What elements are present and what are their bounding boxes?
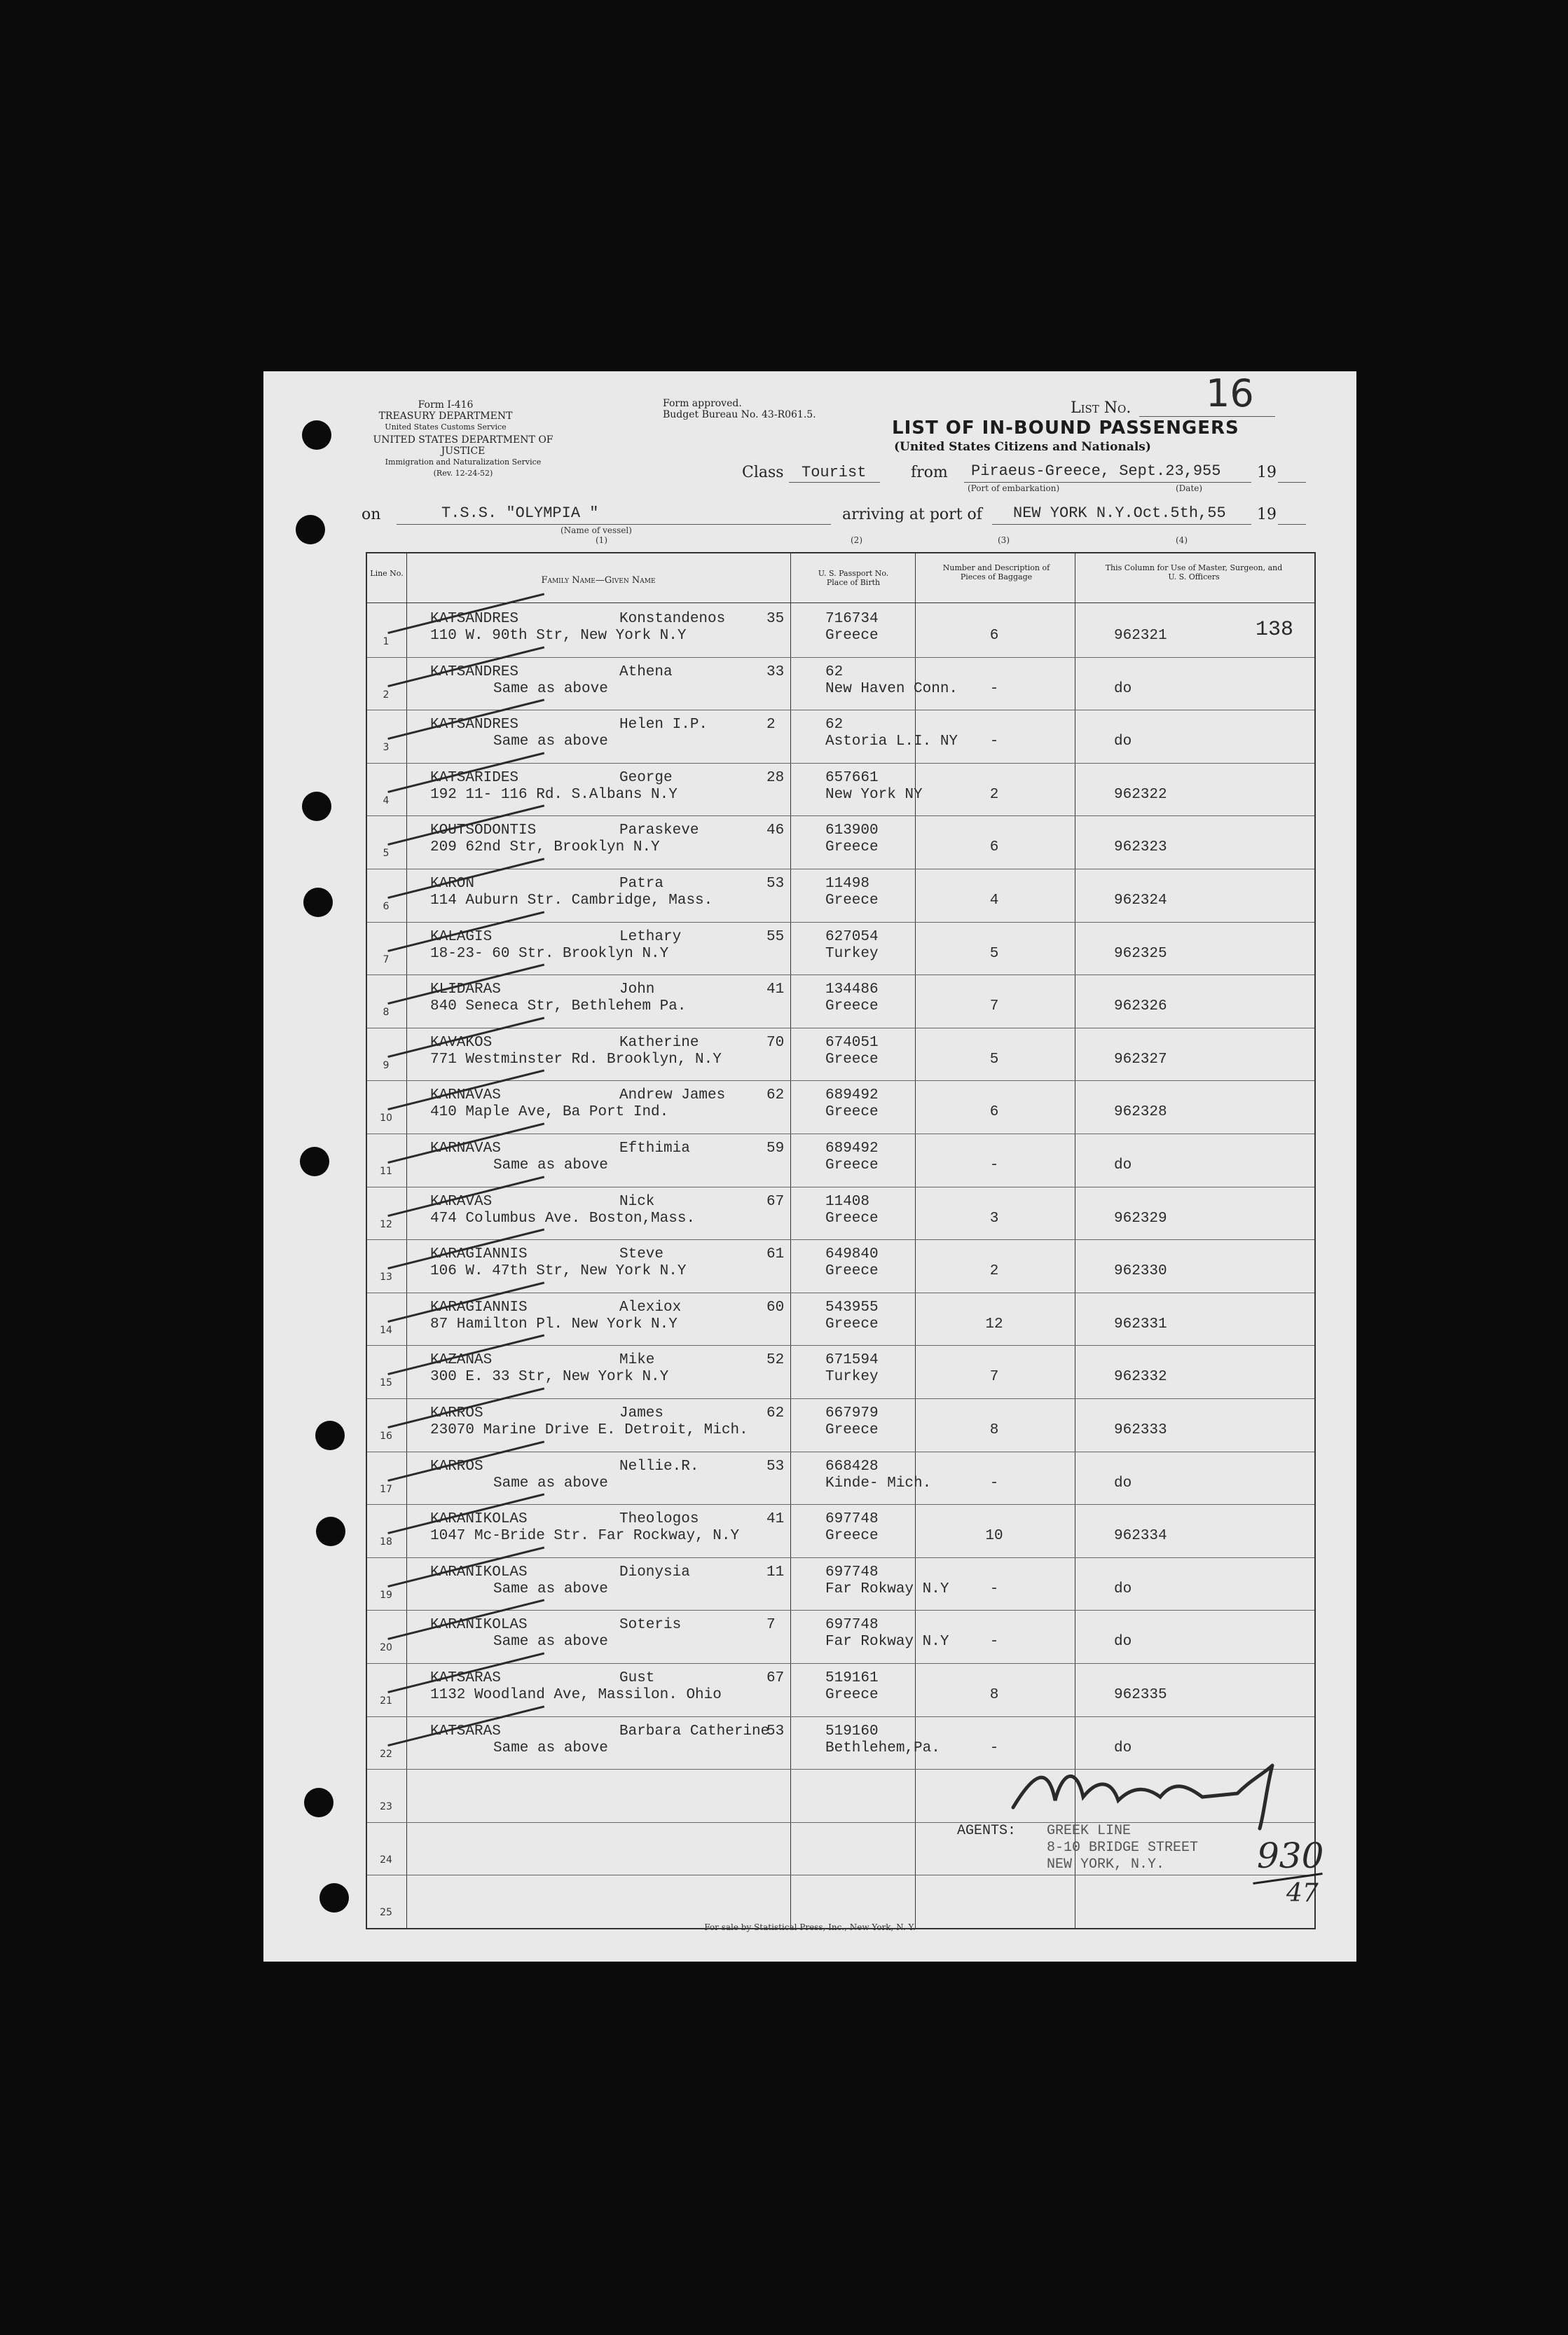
col-baggage: Number and Description of Pieces of Baggage: [942, 563, 1050, 581]
year-label-1: 19: [1257, 464, 1277, 481]
cell-family: KARNAVAS: [430, 1141, 501, 1157]
cell-addr: Same as above: [493, 1740, 608, 1756]
cell-birth: Far Rokway N.Y: [825, 1580, 949, 1597]
cell-given: James: [619, 1405, 664, 1421]
cell-birth: Greece: [825, 1528, 879, 1545]
handwritten-number: 930: [1257, 1835, 1324, 1876]
cell-age: 52: [766, 1352, 785, 1369]
cell-passport: 613900: [825, 822, 879, 839]
cell-age: 55: [766, 928, 785, 945]
cell-given: Andrew James: [619, 1087, 726, 1104]
line-number: 15: [380, 1377, 392, 1389]
list-no-label: List No.: [1071, 399, 1132, 417]
cell-given: Mike: [619, 1352, 655, 1369]
binder-hole: [302, 420, 331, 450]
customs-service: United States Customs Service: [385, 422, 507, 432]
justice-block: [365, 434, 561, 479]
cell-baggage: 3: [989, 1210, 999, 1227]
cell-family: KARANIKOLAS: [430, 1617, 528, 1634]
line-number: 9: [383, 1059, 390, 1071]
cell-addr: 1132 Woodland Ave, Massilon. Ohio: [430, 1687, 722, 1703]
col-name: Family Name—Given Name: [541, 575, 656, 586]
line-number: 18: [380, 1536, 392, 1548]
cell-officer: 962335: [1114, 1687, 1167, 1703]
cell-addr: 410 Maple Ave, Ba Port Ind.: [430, 1104, 669, 1121]
cell-age: 33: [766, 663, 785, 680]
cell-given: Helen I.P.: [619, 717, 708, 733]
caption-1: (1): [596, 535, 607, 545]
cell-given: Steve: [619, 1246, 664, 1263]
cell-addr: Same as above: [493, 1157, 608, 1173]
cell-given: Efthimia: [619, 1141, 690, 1157]
cell-given: Alexiox: [619, 1299, 682, 1316]
cell-baggage: 2: [989, 1263, 999, 1280]
cell-age: 41: [766, 981, 785, 998]
approval-block: [663, 398, 816, 420]
cell-family: KATSARAS: [430, 1670, 501, 1686]
line-number: 10: [380, 1113, 392, 1124]
cell-age: 11: [766, 1564, 785, 1580]
line-number: 25: [380, 1907, 392, 1919]
cell-given: Lethary: [619, 928, 682, 945]
cell-officer: 962331: [1114, 1316, 1167, 1332]
cell-given: Gust: [619, 1670, 655, 1686]
cell-addr: 192 11- 116 Rd. S.Albans N.Y: [430, 786, 678, 803]
cell-officer: do: [1114, 1580, 1132, 1597]
cell-age: 2: [766, 717, 776, 733]
cell-family: KARAGIANNIS: [430, 1246, 528, 1263]
line-number: 11: [380, 1166, 392, 1177]
cell-baggage: 5: [989, 1051, 999, 1068]
cell-officer: do: [1114, 1475, 1132, 1492]
cell-birth: Astoria L.I. NY: [825, 733, 958, 750]
vessel-name: T.S.S. "OLYMPIA ": [441, 504, 599, 522]
line-number: 24: [380, 1854, 392, 1866]
cell-birth: Kinde- Mich.: [825, 1475, 932, 1492]
cell-baggage: -: [989, 1740, 999, 1756]
cell-family: KARAVAS: [430, 1193, 493, 1210]
ins-service: Immigration and Naturalization Service: [385, 457, 542, 467]
cell-age: 62: [766, 1405, 785, 1421]
cell-passport: 689492: [825, 1141, 879, 1157]
cell-officer: 962327: [1114, 1051, 1167, 1068]
cell-officer: 962321: [1114, 628, 1167, 644]
cell-given: John: [619, 981, 655, 998]
agents-line-2: 8-10 BRIDGE STREET: [1047, 1840, 1199, 1856]
cell-family: KATSARIDES: [430, 769, 519, 786]
cell-baggage: -: [989, 733, 999, 750]
binder-hole: [302, 792, 331, 821]
cell-addr: 23070 Marine Drive E. Detroit, Mich.: [430, 1422, 748, 1438]
cell-family: KARROS: [430, 1405, 483, 1421]
cell-family: KATSANDRES: [430, 611, 519, 627]
cell-passport: 674051: [825, 1034, 879, 1051]
line-number: 4: [383, 794, 390, 806]
cell-officer: 962324: [1114, 893, 1167, 909]
year-label-2: 19: [1257, 506, 1277, 523]
cell-passport: 11498: [825, 876, 870, 892]
cell-officer: 962326: [1114, 998, 1167, 1015]
cell-baggage: 2: [989, 786, 999, 803]
date-caption: (Date): [1176, 483, 1203, 493]
cell-family: KATSARAS: [430, 1723, 501, 1740]
cell-officer: do: [1114, 733, 1132, 750]
binder-hole: [304, 1788, 333, 1817]
arrival-value: NEW YORK N.Y.Oct.5th,55: [1013, 504, 1226, 522]
cell-given: Nick: [619, 1193, 655, 1210]
cell-baggage: 10: [985, 1528, 1003, 1545]
cell-passport: 697748: [825, 1511, 879, 1528]
officer-signature: [1006, 1758, 1300, 1835]
cell-officer: do: [1114, 1634, 1132, 1651]
cell-birth: Greece: [825, 1422, 879, 1438]
on-label: on: [362, 506, 381, 523]
manifest-page: [263, 371, 1356, 1962]
cell-officer: 962330: [1114, 1263, 1167, 1280]
revision: (Rev. 12-24-52): [433, 469, 493, 478]
cell-given: Patra: [619, 876, 664, 892]
cell-passport: 649840: [825, 1246, 879, 1263]
cell-baggage: 8: [989, 1687, 999, 1703]
line-number: 14: [380, 1324, 392, 1336]
cell-passport: 689492: [825, 1087, 879, 1104]
cell-age: 28: [766, 769, 785, 786]
cell-officer: 962323: [1114, 839, 1167, 856]
cell-baggage: 7: [989, 1369, 999, 1386]
cell-addr: Same as above: [493, 1475, 608, 1492]
cell-birth: New York NY: [825, 786, 923, 803]
cell-given: Nellie.R.: [619, 1458, 699, 1475]
cell-birth: Turkey: [825, 1369, 879, 1386]
cell-passport: 62: [825, 717, 844, 733]
cell-birth: Greece: [825, 1316, 879, 1332]
col-passport: U. S. Passport No. Place of Birth: [818, 569, 889, 587]
cell-family: KARON: [430, 876, 475, 892]
cell-family: KAZANAS: [430, 1352, 493, 1369]
cell-given: George: [619, 769, 673, 786]
cell-passport: 11408: [825, 1193, 870, 1210]
cell-birth: Far Rokway N.Y: [825, 1634, 949, 1651]
cell-officer: do: [1114, 680, 1132, 697]
cell-officer: do: [1114, 1740, 1132, 1756]
cell-addr: 106 W. 47th Str, New York N.Y: [430, 1263, 687, 1280]
cell-passport: 134486: [825, 981, 879, 998]
list-number: 16: [1206, 371, 1254, 415]
line-number: 1: [383, 636, 390, 647]
cell-addr: 110 W. 90th Str, New York N.Y: [430, 628, 687, 644]
cell-age: 67: [766, 1193, 785, 1210]
line-number: 12: [380, 1218, 392, 1230]
cell-family: KALAGIS: [430, 928, 493, 945]
cell-family: KATSANDRES: [430, 717, 519, 733]
agents-line-1: GREEK LINE: [1047, 1823, 1132, 1839]
agents-line-3: NEW YORK, N.Y.: [1047, 1857, 1165, 1873]
cell-given: Dionysia: [619, 1564, 690, 1580]
cell-age: 7: [766, 1617, 776, 1634]
cell-given: Paraskeve: [619, 822, 699, 839]
cell-officer: 962329: [1114, 1210, 1167, 1227]
cell-passport: 62: [825, 663, 844, 680]
cell-addr: 840 Seneca Str, Bethlehem Pa.: [430, 998, 687, 1015]
line-number: 16: [380, 1431, 392, 1442]
binder-hole: [319, 1883, 349, 1913]
binder-hole: [316, 1517, 345, 1546]
cell-given: Theologos: [619, 1511, 699, 1528]
cell-addr: 114 Auburn Str. Cambridge, Mass.: [430, 893, 713, 909]
line-number: 23: [380, 1801, 392, 1813]
cell-baggage: 7: [989, 998, 999, 1015]
cell-passport: 716734: [825, 611, 879, 627]
page-mark: 138: [1256, 618, 1294, 642]
cell-addr: Same as above: [493, 680, 608, 697]
col-line-no: Line No.: [370, 569, 404, 578]
budget-bureau: Budget Bureau No. 43-R061.5.: [663, 409, 816, 420]
cell-baggage: 6: [989, 1104, 999, 1121]
cell-passport: 668428: [825, 1458, 879, 1475]
cell-addr: 18-23- 60 Str. Brooklyn N.Y: [430, 945, 669, 962]
binder-hole: [303, 888, 333, 917]
line-number: 3: [383, 742, 390, 754]
cell-age: 41: [766, 1511, 785, 1528]
cell-addr: 300 E. 33 Str, New York N.Y: [430, 1369, 669, 1386]
treasury-dept: TREASURY DEPARTMENT: [378, 411, 513, 422]
cell-birth: Greece: [825, 628, 879, 644]
cell-birth: Bethlehem,Pa.: [825, 1740, 940, 1756]
cell-baggage: -: [989, 1634, 999, 1651]
cell-family: KLIDARAS: [430, 981, 501, 998]
cell-birth: Greece: [825, 839, 879, 856]
cell-addr: Same as above: [493, 1580, 608, 1597]
cell-family: KARANIKOLAS: [430, 1511, 528, 1528]
cell-addr: Same as above: [493, 733, 608, 750]
vessel-caption: (Name of vessel): [561, 525, 632, 535]
cell-family: KOUTSODONTIS: [430, 822, 537, 839]
cell-addr: 209 62nd Str, Brooklyn N.Y: [430, 839, 660, 856]
handwritten-denominator: 47: [1286, 1879, 1319, 1908]
cell-baggage: 4: [989, 893, 999, 909]
line-number: 8: [383, 1007, 390, 1019]
cell-baggage: -: [989, 1580, 999, 1597]
cell-age: 53: [766, 1723, 785, 1740]
page-title: LIST OF IN-BOUND PASSENGERS: [892, 418, 1239, 439]
from-label: from: [911, 464, 948, 481]
cell-birth: Greece: [825, 1210, 879, 1227]
cell-family: KARAGIANNIS: [430, 1299, 528, 1316]
cell-addr: 1047 Mc-Bride Str. Far Rockway, N.Y: [430, 1528, 740, 1545]
line-number: 19: [380, 1589, 392, 1601]
passenger-table: [366, 552, 1316, 1929]
cell-addr: 474 Columbus Ave. Boston,Mass.: [430, 1210, 696, 1227]
cell-birth: New Haven Conn.: [825, 680, 958, 697]
cell-passport: 697748: [825, 1564, 879, 1580]
line-number: 13: [380, 1272, 392, 1283]
cell-family: KARNAVAS: [430, 1087, 501, 1104]
cell-given: Athena: [619, 663, 673, 680]
printer-footer: For sale by Statistical Press, Inc., New York, N. Y.: [704, 1922, 916, 1932]
cell-birth: Greece: [825, 1104, 879, 1121]
cell-birth: Greece: [825, 1263, 879, 1280]
caption-4: (4): [1176, 535, 1188, 545]
binder-hole: [300, 1147, 329, 1176]
cell-passport: 519160: [825, 1723, 879, 1740]
cell-family: KARANIKOLAS: [430, 1564, 528, 1580]
cell-family: KARROS: [430, 1458, 483, 1475]
cell-given: Konstandenos: [619, 611, 726, 627]
cell-officer: 962334: [1114, 1528, 1167, 1545]
line-number: 5: [383, 848, 390, 860]
line-number: 17: [380, 1483, 392, 1495]
cell-addr: 771 Westminster Rd. Brooklyn, N.Y: [430, 1051, 722, 1068]
cell-passport: 627054: [825, 928, 879, 945]
cell-age: 35: [766, 611, 785, 627]
cell-birth: Greece: [825, 998, 879, 1015]
line-number: 7: [383, 953, 390, 965]
caption-2: (2): [851, 535, 862, 545]
cell-age: 53: [766, 1458, 785, 1475]
cell-passport: 657661: [825, 769, 879, 786]
form-approved: Form approved.: [663, 398, 742, 409]
binder-hole: [315, 1421, 345, 1450]
cell-officer: 962333: [1114, 1422, 1167, 1438]
cell-family: KAVAKOS: [430, 1034, 493, 1051]
form-number: Form I-416: [418, 399, 474, 411]
cell-addr: Same as above: [493, 1634, 608, 1651]
line-number: 22: [380, 1748, 392, 1760]
class-label: Class: [742, 464, 784, 481]
cell-age: 61: [766, 1246, 785, 1263]
cell-given: Soteris: [619, 1617, 682, 1634]
cell-given: Barbara Catherine: [619, 1723, 770, 1740]
cell-baggage: 5: [989, 945, 999, 962]
form-agency-block: [362, 399, 530, 433]
cell-age: 46: [766, 822, 785, 839]
cell-given: Katherine: [619, 1034, 699, 1051]
col-officers: This Column for Use of Master, Surgeon, and U. S. Officers: [1105, 563, 1283, 581]
cell-age: 70: [766, 1034, 785, 1051]
cell-baggage: 8: [989, 1422, 999, 1438]
cell-officer: 962322: [1114, 786, 1167, 803]
port-embarkation-caption: (Port of embarkation): [968, 483, 1060, 493]
line-number: 6: [383, 901, 390, 912]
cell-addr: 87 Hamilton Pl. New York N.Y: [430, 1316, 678, 1332]
cell-age: 59: [766, 1141, 785, 1157]
cell-baggage: 6: [989, 628, 999, 644]
line-number: 2: [383, 689, 390, 701]
cell-birth: Greece: [825, 1051, 879, 1068]
cell-age: 60: [766, 1299, 785, 1316]
cell-passport: 543955: [825, 1299, 879, 1316]
cell-age: 62: [766, 1087, 785, 1104]
cell-baggage: -: [989, 1475, 999, 1492]
class-value: Tourist: [802, 464, 867, 481]
cell-age: 67: [766, 1670, 785, 1686]
justice-dept: UNITED STATES DEPARTMENT OF JUSTICE: [373, 434, 553, 457]
cell-birth: Greece: [825, 1687, 879, 1703]
cell-officer: 962332: [1114, 1369, 1167, 1386]
cell-passport: 667979: [825, 1405, 879, 1421]
caption-3: (3): [998, 535, 1010, 545]
cell-officer: do: [1114, 1157, 1132, 1173]
line-number: 20: [380, 1642, 392, 1654]
page-subtitle: (United States Citizens and Nationals): [894, 440, 1151, 454]
cell-officer: 962328: [1114, 1104, 1167, 1121]
binder-hole: [296, 515, 325, 544]
cell-birth: Turkey: [825, 945, 879, 962]
cell-birth: Greece: [825, 1157, 879, 1173]
cell-family: KATSANDRES: [430, 663, 519, 680]
cell-passport: 519161: [825, 1670, 879, 1686]
cell-baggage: -: [989, 1157, 999, 1173]
cell-baggage: 6: [989, 839, 999, 856]
cell-baggage: -: [989, 680, 999, 697]
cell-passport: 671594: [825, 1352, 879, 1369]
line-number: 21: [380, 1695, 392, 1707]
embarkation-value: Piraeus-Greece, Sept.23,955: [971, 462, 1221, 480]
cell-passport: 697748: [825, 1617, 879, 1634]
cell-officer: 962325: [1114, 945, 1167, 962]
cell-birth: Greece: [825, 893, 879, 909]
agents-label: AGENTS:: [957, 1823, 1017, 1839]
arriving-label: arriving at port of: [842, 506, 982, 523]
cell-age: 53: [766, 876, 785, 892]
cell-baggage: 12: [985, 1316, 1003, 1332]
